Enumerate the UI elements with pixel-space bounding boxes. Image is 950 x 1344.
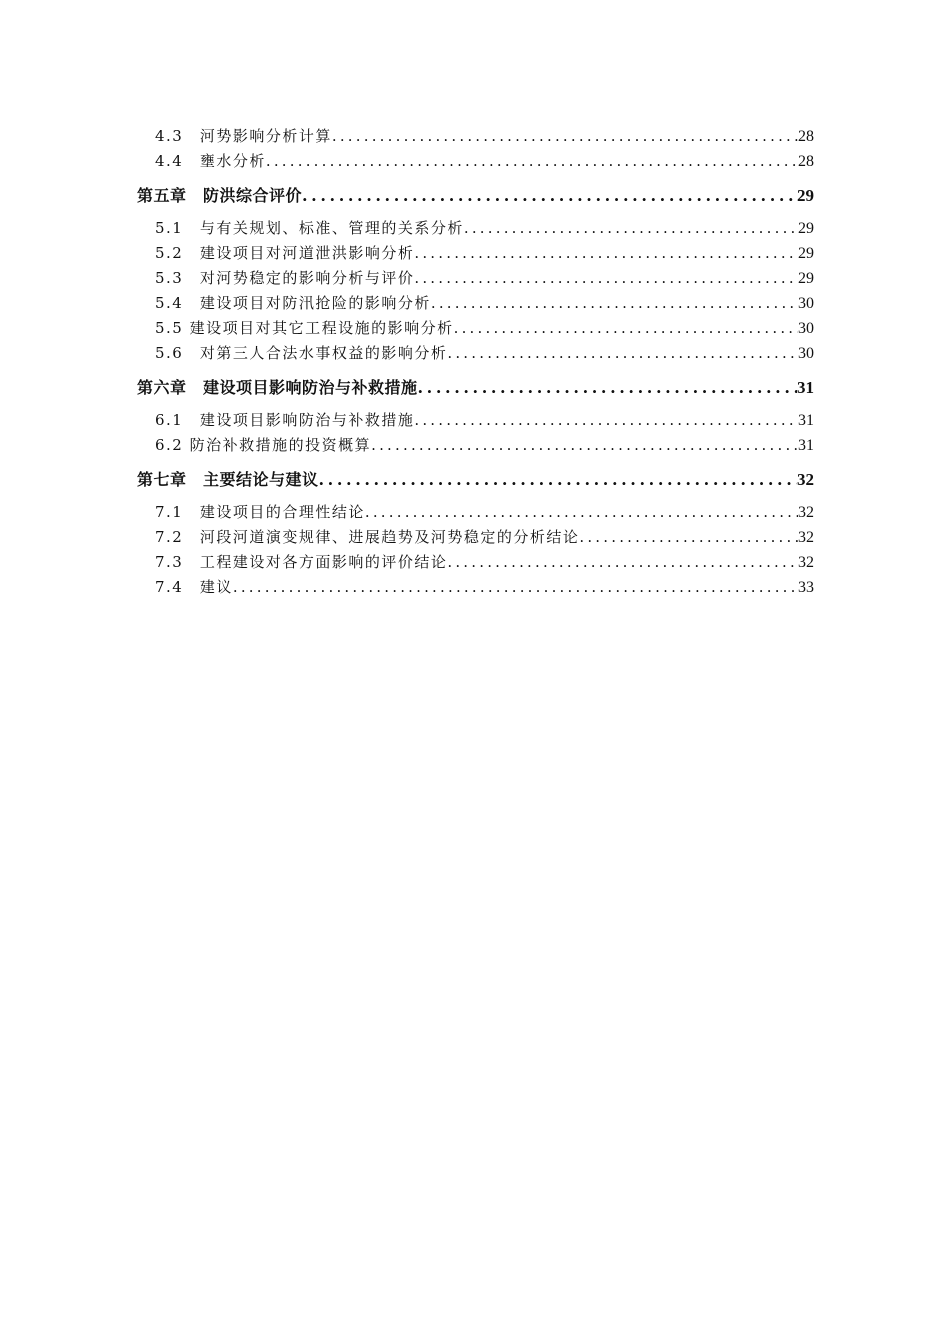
toc-entry-4-3[interactable] xyxy=(137,124,814,149)
toc-entry-7-1[interactable] xyxy=(137,500,814,525)
toc-entry-title: 7.4 建议 xyxy=(155,578,233,596)
toc-page-number: 29 xyxy=(798,245,814,262)
toc-chapter-5[interactable] xyxy=(137,179,814,213)
table-of-contents xyxy=(137,124,814,600)
toc-entry-title: 6.2 防治补救措施的投资概算 xyxy=(155,436,372,454)
toc-leader-dots xyxy=(233,575,798,600)
toc-leader-dots xyxy=(319,463,797,497)
toc-page-number: 29 xyxy=(798,270,814,287)
toc-leader-dots xyxy=(414,266,798,291)
toc-entry-title: 7.3 工程建设对各方面影响的评价结论 xyxy=(155,553,448,571)
toc-page-number: 31 xyxy=(798,412,814,429)
toc-page-number: 33 xyxy=(798,579,814,596)
toc-entry-title: 5.4 建设项目对防汛抢险的影响分析 xyxy=(155,294,431,312)
toc-entry-5-4[interactable] xyxy=(137,291,814,316)
toc-page-number: 28 xyxy=(798,153,814,170)
toc-page-number: 32 xyxy=(797,470,814,489)
toc-entry-title: 5.1 与有关规划、标准、管理的关系分析 xyxy=(155,219,464,237)
toc-page-number: 31 xyxy=(797,378,814,397)
toc-entry-5-3[interactable] xyxy=(137,266,814,291)
toc-entry-title: 5.3 对河势稳定的影响分析与评价 xyxy=(155,269,415,287)
toc-chapter-title: 第七章 主要结论与建议 xyxy=(137,470,319,489)
toc-entry-5-2[interactable] xyxy=(137,241,814,266)
toc-entry-title: 7.2 河段河道演变规律、进展趋势及河势稳定的分析结论 xyxy=(155,528,580,546)
toc-page-number: 28 xyxy=(798,128,814,145)
toc-page-number: 30 xyxy=(798,295,814,312)
toc-page-number: 29 xyxy=(797,186,814,205)
toc-leader-dots xyxy=(447,550,798,575)
toc-entry-title: 5.5 建设项目对其它工程设施的影响分析 xyxy=(155,319,454,337)
toc-entry-7-2[interactable] xyxy=(137,525,814,550)
toc-entry-title: 6.1 建设项目影响防治与补救措施 xyxy=(155,411,415,429)
toc-entry-7-4[interactable] xyxy=(137,575,814,600)
toc-leader-dots xyxy=(454,316,798,341)
toc-page-number: 31 xyxy=(798,437,814,454)
toc-leader-dots xyxy=(266,149,798,174)
toc-entry-5-6[interactable] xyxy=(137,341,814,366)
toc-chapter-title: 第五章 防洪综合评价 xyxy=(137,186,303,205)
toc-entry-5-1[interactable] xyxy=(137,216,814,241)
toc-page-number: 32 xyxy=(798,504,814,521)
toc-chapter-7[interactable] xyxy=(137,463,814,497)
toc-leader-dots xyxy=(414,408,798,433)
toc-leader-dots xyxy=(332,124,798,149)
toc-page-number: 32 xyxy=(798,554,814,571)
toc-chapter-title: 第六章 建设项目影响防治与补救措施 xyxy=(137,378,418,397)
toc-leader-dots xyxy=(464,216,798,241)
toc-page-number: 30 xyxy=(798,320,814,337)
toc-leader-dots xyxy=(365,500,798,525)
toc-entry-6-2[interactable] xyxy=(137,433,814,458)
toc-chapter-6[interactable] xyxy=(137,371,814,405)
toc-leader-dots xyxy=(447,341,798,366)
toc-entry-title: 4.3 河势影响分析计算 xyxy=(155,127,332,145)
toc-entry-title: 4.4 壅水分析 xyxy=(155,152,266,170)
toc-entry-4-4[interactable] xyxy=(137,149,814,174)
toc-leader-dots xyxy=(302,179,797,213)
toc-leader-dots xyxy=(431,291,798,316)
toc-page-number: 30 xyxy=(798,345,814,362)
toc-leader-dots xyxy=(371,433,798,458)
toc-entry-5-5[interactable] xyxy=(137,316,814,341)
toc-entry-title: 5.2 建设项目对河道泄洪影响分析 xyxy=(155,244,415,262)
toc-page-number: 32 xyxy=(798,529,814,546)
toc-entry-6-1[interactable] xyxy=(137,408,814,433)
toc-leader-dots xyxy=(414,241,798,266)
toc-entry-title: 7.1 建设项目的合理性结论 xyxy=(155,503,365,521)
toc-leader-dots xyxy=(579,525,798,550)
toc-leader-dots xyxy=(418,371,797,405)
toc-page-number: 29 xyxy=(798,220,814,237)
toc-entry-7-3[interactable] xyxy=(137,550,814,575)
toc-entry-title: 5.6 对第三人合法水事权益的影响分析 xyxy=(155,344,448,362)
